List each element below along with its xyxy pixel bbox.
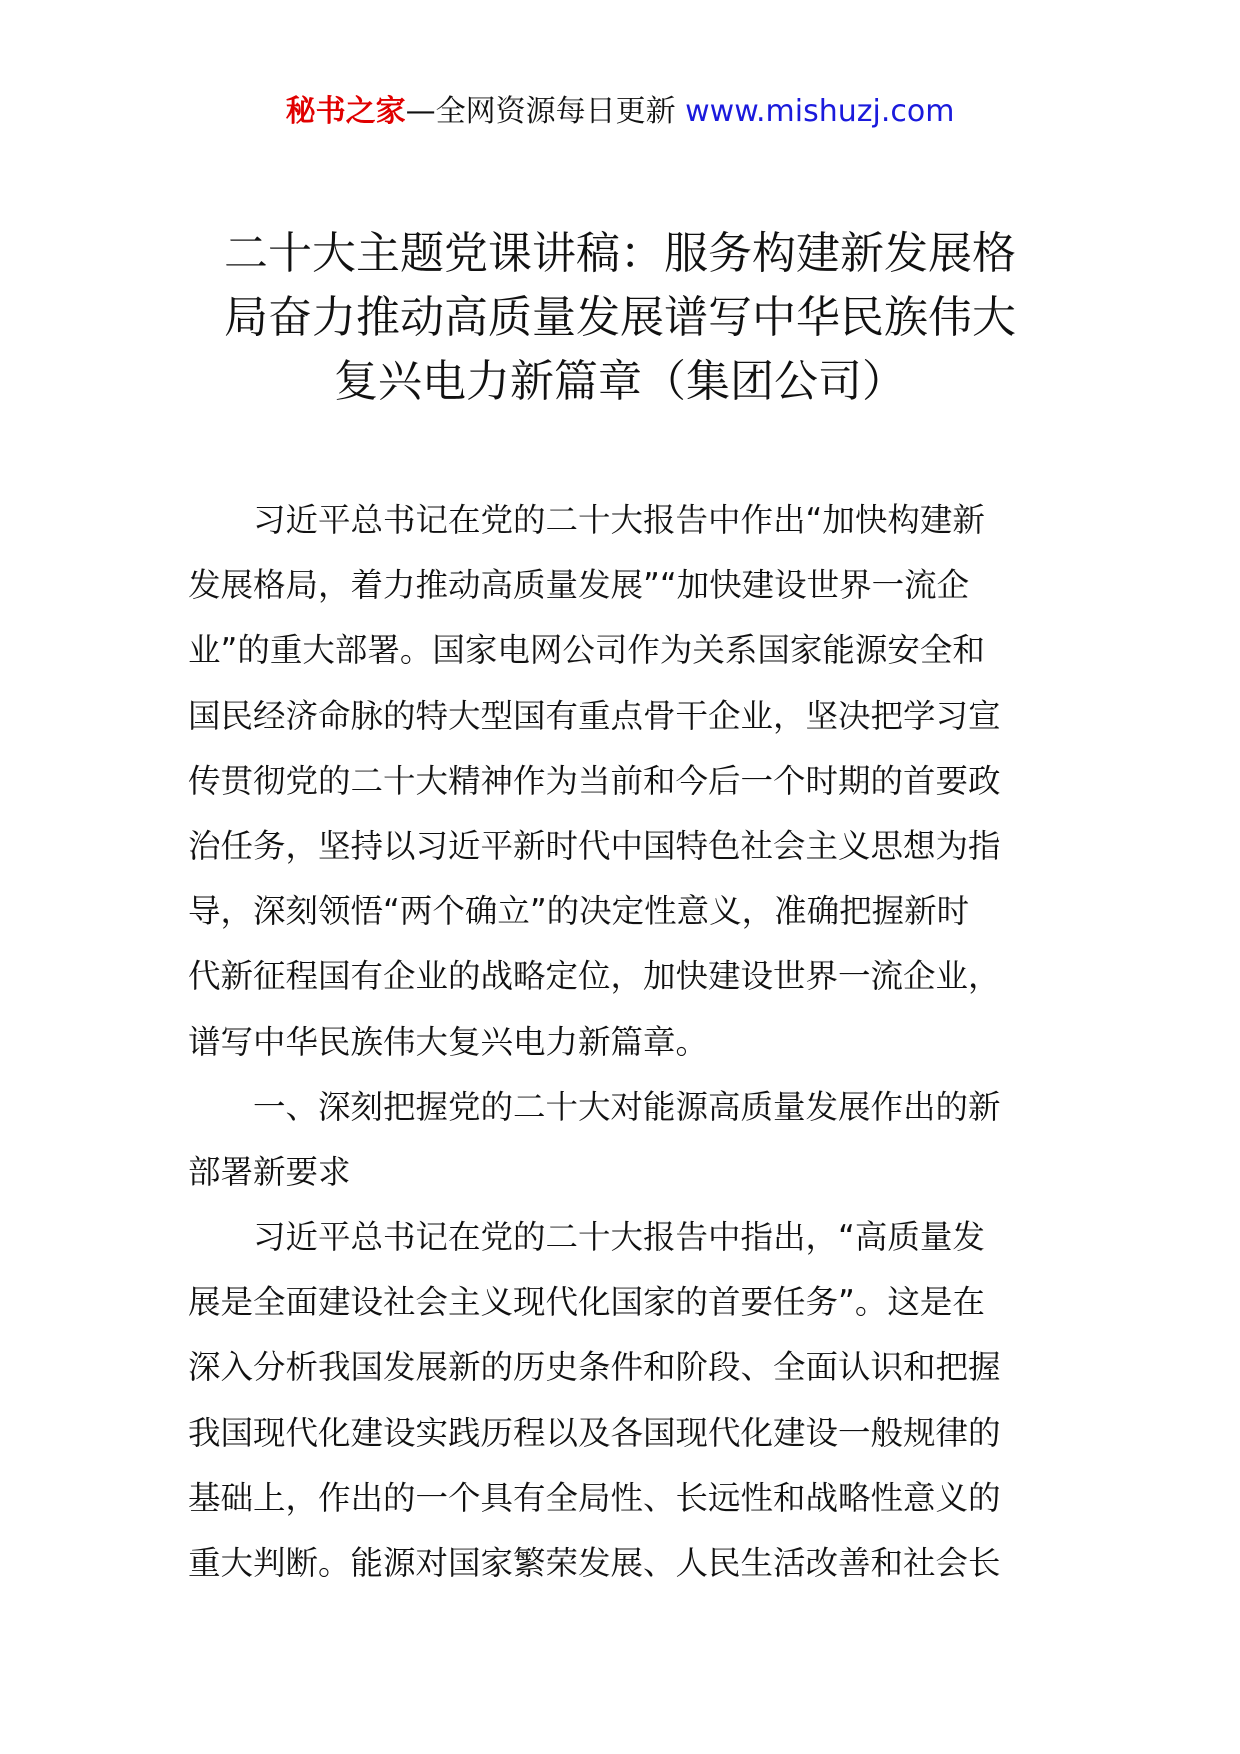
paragraph-line: 我国现代化建设实践历程以及各国现代化建设一般规律的 [188, 1413, 1001, 1452]
paragraph-line: 治任务，坚持以习近平新时代中国特色社会主义思想为指 [188, 826, 1001, 865]
paragraph-line: 深入分析我国发展新的历史条件和阶段、全面认识和把握 [188, 1348, 1001, 1387]
section-heading-line: 部署新要求 [188, 1152, 351, 1191]
paragraph-line: 代新征程国有企业的战略定位，加快建设世界一流企业， [188, 957, 1001, 996]
site-tagline: —全网资源每日更新 [405, 94, 686, 129]
paragraph-line: 习近平总书记在党的二十大报告中作出“加快构建新 [253, 501, 985, 539]
brand-name: 秘书之家 [285, 94, 406, 129]
document-title [160, 222, 1080, 414]
title-line: 二十大主题党课讲稿：服务构建新发展格 [224, 228, 1016, 279]
paragraph-line: 谱写中华民族伟大复兴电力新篇章。 [188, 1022, 709, 1061]
paragraph-line: 国民经济命脉的特大型国有重点骨干企业，坚决把学习宣 [188, 696, 1001, 735]
site-url-link[interactable]: www.mishuzj.com [685, 94, 955, 129]
section-heading-line: 一、深刻把握党的二十大对能源高质量发展作出的新 [253, 1087, 1001, 1126]
document-body [188, 488, 1068, 1596]
paragraph-line: 基础上，作出的一个具有全局性、长远性和战略性意义的 [188, 1478, 1001, 1517]
paragraph-line: 展是全面建设社会主义现代化国家的首要任务”。这是在 [188, 1283, 985, 1322]
paragraph-line: 发展格局，着力推动高质量发展”“加快建设世界一流企 [188, 566, 970, 605]
paragraph-line: 业”的重大部署。国家电网公司作为关系国家能源安全和 [188, 631, 985, 670]
site-header [0, 92, 1240, 132]
paragraph-line: 导，深刻领悟“两个确立”的决定性意义，准确把握新时 [188, 892, 970, 931]
paragraph-line: 习近平总书记在党的二十大报告中指出，“高质量发 [253, 1218, 985, 1257]
title-line: 局奋力推动高质量发展谱写中华民族伟大 [224, 292, 1016, 343]
paragraph-line: 重大判断。能源对国家繁荣发展、人民生活改善和社会长 [188, 1544, 1001, 1582]
title-line: 复兴电力新篇章（集团公司） [334, 356, 906, 407]
paragraph-line: 传贯彻党的二十大精神作为当前和今后一个时期的首要政 [188, 761, 1001, 800]
